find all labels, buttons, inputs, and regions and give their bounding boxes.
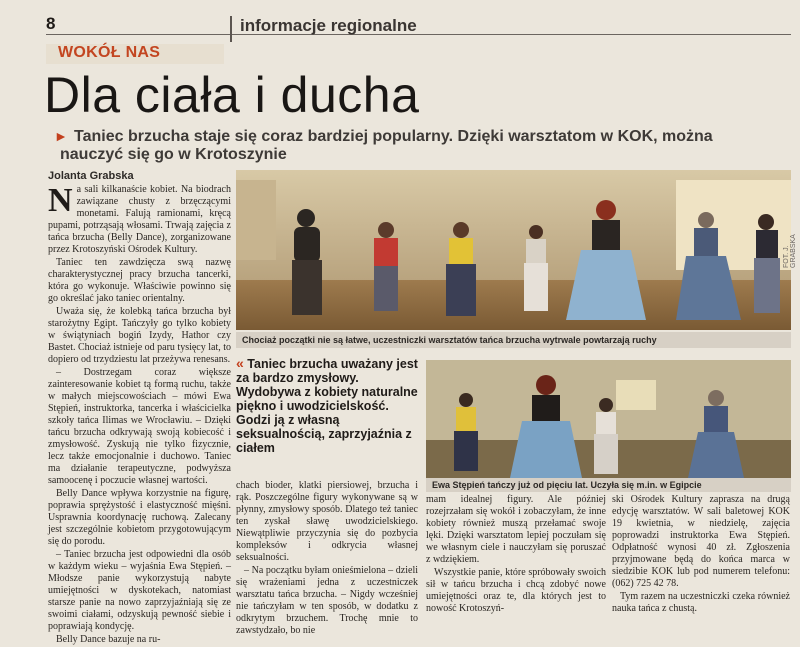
- lead-paragraph: [60, 128, 780, 164]
- lead-arrow-icon: ►: [54, 128, 68, 144]
- lead-text: Taniec brzucha staje się coraz bardziej popularny. Dzięki warsztatom w KOK, można nauczyć się go w Krotoszynie: [60, 128, 713, 163]
- photo-dance-class-image: [236, 170, 791, 330]
- photo-dance-class: [236, 170, 791, 330]
- paragraph: chach bioder, klatki piersiowej, brzucha i rąk. Poszczególne figury wykonywane są w płynny, zmysłowy sposób. Dlatego też taniec ten zyskał sławę uwodzicielskiego. Niewątpliwie przyczynia się do pozbycia kompleksów i odkrycia własnej seksualności.: [236, 480, 418, 563]
- paragraph: Taniec ten zawdzięcza swą nazwę charakterystycznej pracy brzucha tancerki, która go wykonuje. Właściwie powinno się go określać jako taniec orientalny.: [48, 257, 231, 304]
- paragraph: – Dostrzegam coraz większe zainteresowanie kobiet tą formą ruchu, także w małych miejscowościach – mówi Ewa Stępień, instruktorka, tancerka i właścicielka szkoły tańca Ilimas we Wrocławiu. – Dzięki tańcu brzucha odkrywają swoją kobiecość i zmysłowość. Zyskują nie tylko fizycznie, lecz także emocjonalnie i duchowo. Taniec ma działanie terapeutyczne, podwyższa samoocenę i poczucie własnej wartości.: [48, 367, 231, 486]
- paragraph: Wszystkie panie, które spróbowały swoich sił w tańcu brzucha i chcą zdobyć nowe umiejętności oraz te, dla których jest to nowość Krotoszyń-: [426, 567, 606, 614]
- photo-instructor-image: [426, 360, 791, 478]
- paragraph: Uważa się, że kolebką tańca brzucha był starożytny Egipt. Tańczyły go tylko kobiety w świątyniach bogiń Izydy, Hathor czy Bastet. Chociaż istnieje od paru tysięcy lat, to dopiero od trzydziestu lat przeżywa renesans.: [48, 306, 232, 365]
- section-tag: WOKÓŁ NAS: [58, 44, 161, 61]
- pull-quote-text: Taniec brzucha uważany jest za bardzo zmysłowy. Wydobywa z kobiety naturalne piękno i uwodzicielskość. Godzi ją z własną seksualnością, zaprzyjaźnia z ciałem: [236, 357, 418, 455]
- paragraph: Tym razem na uczestniczki czeka również nauka tańca z chustą.: [612, 591, 790, 614]
- photo-caption: Chociaż początki nie są łatwe, uczestniczki warsztatów tańca brzucha wytrwale powtarzają ruchy: [236, 332, 791, 348]
- header-rule: [46, 34, 791, 35]
- byline: Jolanta Grabska: [48, 170, 134, 182]
- photo-credit: FOT. J. GRABSKA: [783, 234, 797, 268]
- paragraph: – Taniec brzucha jest odpowiedni dla osób w każdym wieku – wyjaśnia Ewa Stępień. – Młodsze panie wykorzystują nabyte umiejętności w dyskotekach, natomiast starsze panie na nowo zaprzyjaźniają się ze swoimi ciałami, odzyskują pewność siebie i poprawiają kondycję.: [48, 549, 231, 632]
- article-column-right-1: [426, 494, 606, 616]
- drop-cap: N: [48, 182, 73, 219]
- article-column-left: [48, 184, 231, 647]
- header-divider: [230, 16, 232, 42]
- pull-quote: [236, 356, 418, 455]
- paragraph: ski Ośrodek Kultury zaprasza na drugą edycję warsztatów. W sali baletowej KOK 19 kwietnia, w niedzielę, zajęcia poprowadzi instruktorka Ewa Stępień. Odpłatność wynosi 40 zł. Zgłoszenia przyjmowane będą do końca marca w siedzibie KOK lub pod numerem telefonu: (062) 725 42 78.: [612, 494, 790, 589]
- paragraph: Na sali kilkanaście kobiet. Na biodrach zawiązane chusty z brzęczącymi monetami. Falują ramionami, kręcą pupami, potrząsają włosami. Trwają zajęcia z tańca brzucha (Belly Dance), zorganizowane przez Krotoszyński Ośrodek Kultury.: [48, 182, 231, 255]
- quote-mark-icon: «: [236, 355, 244, 371]
- paragraph: Belly Dance wpływa korzystnie na figurę, poprawia sprężystość i elastyczność mięśni. Usprawnia koordynację ruchową. Zalecany jest szczególnie kobietom przygotowującym się do porodu.: [48, 488, 231, 547]
- paragraph: Belly Dance bazuje na ru-: [56, 634, 161, 645]
- headline: Dla ciała i ducha: [44, 67, 420, 123]
- photo-instructor: [426, 360, 791, 478]
- paragraph: mam idealnej figury. Ale później rozejrzałam się wokół i zobaczyłam, że inne kobiety również muszą przełamać swoje lęki. Dzięki warsztatom lepiej poczułam się we własnym ciele i nauczyłam się poruszać z wdziękiem.: [426, 494, 606, 565]
- paragraph: – Na początku byłam onieśmielona – dzieli się wrażeniami jedna z uczestniczek warsztatu tańca brzucha. – Nigdy wcześniej nie tańczyłam w ten sposób, w dodatku z odkrytym brzuchem. Trochę mnie to zawstydzało, bo nie: [236, 565, 418, 636]
- page-number: 8: [46, 14, 56, 33]
- section-title: informacje regionalne: [240, 16, 417, 35]
- photo-caption: Ewa Stępień tańczy już od pięciu lat. Uczyła się m.in. w Egipcie: [426, 478, 791, 492]
- article-column-middle: [236, 480, 418, 638]
- article-column-right-2: [612, 494, 790, 616]
